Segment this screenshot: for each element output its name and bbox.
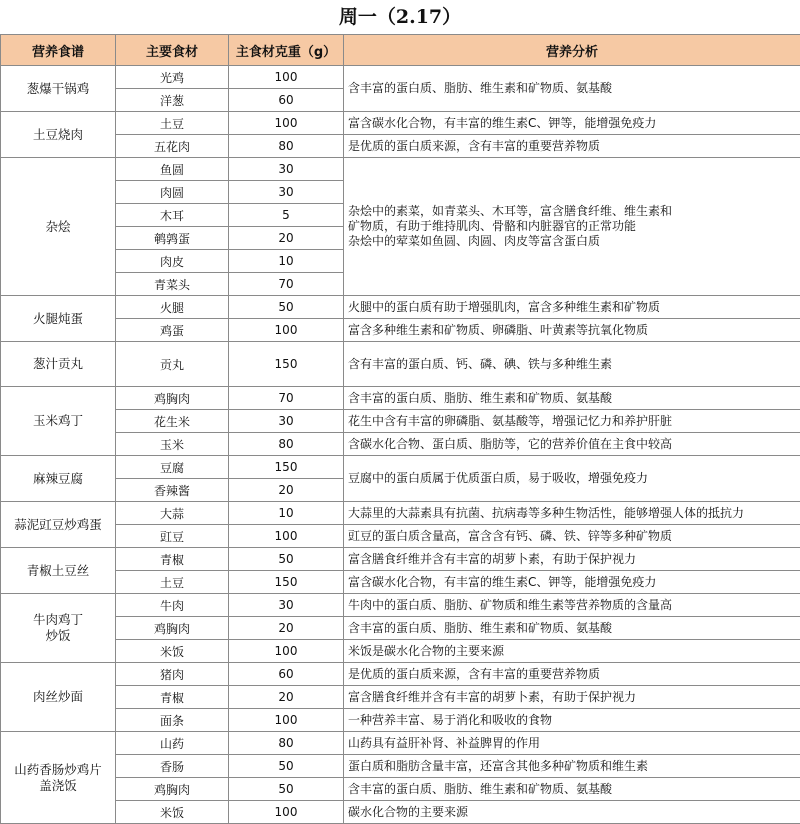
analysis-cell [344, 158, 800, 296]
table-row [1, 296, 800, 319]
weight-cell: 70 [229, 273, 344, 296]
ingredient-cell: 牛肉 [116, 594, 229, 617]
dish-name-line: 盖浇饭 [3, 778, 113, 794]
dish-name-cell: 玉米鸡丁 [1, 387, 116, 456]
ingredient-cell: 青椒 [116, 548, 229, 571]
table-row [1, 135, 800, 158]
table-row [1, 755, 800, 778]
weight-cell: 10 [229, 250, 344, 273]
table-row [1, 548, 800, 571]
ingredient-cell: 花生米 [116, 410, 229, 433]
header-analysis: 营养分析 [344, 35, 800, 66]
dish-name-line: 山药香肠炒鸡片 [3, 762, 113, 778]
weight-cell: 70 [229, 387, 344, 410]
weight-cell: 5 [229, 204, 344, 227]
table-row [1, 801, 800, 824]
dish-name-cell: 麻辣豆腐 [1, 456, 116, 502]
weight-cell: 60 [229, 89, 344, 112]
weight-cell: 100 [229, 525, 344, 548]
weight-cell: 30 [229, 181, 344, 204]
dish-name-cell: 青椒土豆丝 [1, 548, 116, 594]
analysis-cell: 富含膳食纤维并含有丰富的胡萝卜素，有助于保护视力 [344, 686, 800, 709]
table-row [1, 571, 800, 594]
weight-cell: 150 [229, 342, 344, 387]
analysis-cell: 含丰富的蛋白质、脂肪、维生素和矿物质、氨基酸 [344, 778, 800, 801]
analysis-cell [344, 456, 800, 502]
analysis-cell: 富含膳食纤维并含有丰富的胡萝卜素，有助于保护视力 [344, 548, 800, 571]
analysis-line: 杂烩中的荤菜如鱼圆、肉圆、肉皮等富含蛋白质 [348, 234, 800, 249]
table-row [1, 112, 800, 135]
ingredient-cell: 光鸡 [116, 66, 229, 89]
table-row [1, 778, 800, 801]
weight-cell: 50 [229, 778, 344, 801]
analysis-cell: 富含多种维生素和矿物质、卵磷脂、叶黄素等抗氧化物质 [344, 319, 800, 342]
weight-cell: 20 [229, 227, 344, 250]
ingredient-cell: 玉米 [116, 433, 229, 456]
weight-cell: 60 [229, 663, 344, 686]
ingredient-cell: 米饭 [116, 801, 229, 824]
analysis-cell: 含有丰富的蛋白质、钙、磷、碘、铁与多种维生素 [344, 342, 800, 387]
table-row [1, 410, 800, 433]
analysis-line: 杂烩中的素菜，如青菜头、木耳等，富含膳食纤维、维生素和 [348, 204, 800, 219]
weight-cell: 150 [229, 456, 344, 479]
weight-cell: 30 [229, 410, 344, 433]
analysis-cell: 火腿中的蛋白质有助于增强肌肉，富含多种维生素和矿物质 [344, 296, 800, 319]
ingredient-cell: 大蒜 [116, 502, 229, 525]
table-row [1, 387, 800, 410]
header-ingredient: 主要食材 [116, 35, 229, 66]
table-row [1, 594, 800, 617]
weight-cell: 100 [229, 319, 344, 342]
ingredient-cell: 肉圆 [116, 181, 229, 204]
header-dish: 营养食谱 [1, 35, 116, 66]
table-row [1, 663, 800, 686]
weight-cell: 50 [229, 296, 344, 319]
analysis-line: 豆腐中的蛋白质属于优质蛋白质，易于吸收，增强免疫力 [348, 471, 800, 486]
table-row [1, 158, 800, 181]
page-title: 周一（2.17） [0, 0, 800, 34]
table-body [1, 66, 800, 824]
dish-name-cell: 葱爆干锅鸡 [1, 66, 116, 112]
ingredient-cell: 肉皮 [116, 250, 229, 273]
weight-cell: 20 [229, 479, 344, 502]
ingredient-cell: 鸡胸肉 [116, 387, 229, 410]
header-weight: 主食材克重（g） [229, 35, 344, 66]
analysis-cell: 蛋白质和脂肪含量丰富，还富含其他多种矿物质和维生素 [344, 755, 800, 778]
analysis-cell: 豇豆的蛋白质含量高，富含含有钙、磷、铁、锌等多种矿物质 [344, 525, 800, 548]
weight-cell: 50 [229, 755, 344, 778]
analysis-cell: 牛肉中的蛋白质、脂肪、矿物质和维生素等营养物质的含量高 [344, 594, 800, 617]
table-row [1, 502, 800, 525]
weight-cell: 80 [229, 135, 344, 158]
ingredient-cell: 青椒 [116, 686, 229, 709]
analysis-cell: 含丰富的蛋白质、脂肪、维生素和矿物质、氨基酸 [344, 617, 800, 640]
ingredient-cell: 洋葱 [116, 89, 229, 112]
table-row [1, 433, 800, 456]
ingredient-cell: 面条 [116, 709, 229, 732]
table-row [1, 342, 800, 387]
weight-cell: 30 [229, 594, 344, 617]
weight-cell: 80 [229, 732, 344, 755]
dish-name-cell: 肉丝炒面 [1, 663, 116, 732]
ingredient-cell: 猪肉 [116, 663, 229, 686]
ingredient-cell: 山药 [116, 732, 229, 755]
analysis-cell: 是优质的蛋白质来源，含有丰富的重要营养物质 [344, 663, 800, 686]
ingredient-cell: 米饭 [116, 640, 229, 663]
analysis-cell: 含碳水化合物、蛋白质、脂肪等，它的营养价值在主食中较高 [344, 433, 800, 456]
weight-cell: 100 [229, 709, 344, 732]
dish-name-cell: 土豆烧肉 [1, 112, 116, 158]
ingredient-cell: 豇豆 [116, 525, 229, 548]
weight-cell: 100 [229, 801, 344, 824]
analysis-cell: 碳水化合物的主要来源 [344, 801, 800, 824]
weight-cell: 100 [229, 66, 344, 89]
dish-name-cell [1, 594, 116, 663]
dish-name-line: 牛肉鸡丁 [3, 612, 113, 628]
table-header-row [1, 35, 800, 66]
ingredient-cell: 贡丸 [116, 342, 229, 387]
weight-cell: 10 [229, 502, 344, 525]
analysis-cell: 是优质的蛋白质来源，含有丰富的重要营养物质 [344, 135, 800, 158]
dish-name-line: 炒饭 [3, 628, 113, 644]
ingredient-cell: 木耳 [116, 204, 229, 227]
dish-name-cell: 葱汁贡丸 [1, 342, 116, 387]
analysis-cell: 一种营养丰富、易于消化和吸收的食物 [344, 709, 800, 732]
weight-cell: 20 [229, 686, 344, 709]
weight-cell: 20 [229, 617, 344, 640]
table-row [1, 456, 800, 479]
ingredient-cell: 鱼圆 [116, 158, 229, 181]
weight-cell: 100 [229, 112, 344, 135]
ingredient-cell: 鸡胸肉 [116, 778, 229, 801]
weight-cell: 100 [229, 640, 344, 663]
ingredient-cell: 青菜头 [116, 273, 229, 296]
analysis-cell: 米饭是碳水化合物的主要来源 [344, 640, 800, 663]
dish-name-cell: 杂烩 [1, 158, 116, 296]
table-row [1, 617, 800, 640]
ingredient-cell: 香肠 [116, 755, 229, 778]
analysis-cell: 富含碳水化合物，有丰富的维生素C、钾等，能增强免疫力 [344, 571, 800, 594]
ingredient-cell: 豆腐 [116, 456, 229, 479]
analysis-cell: 大蒜里的大蒜素具有抗菌、抗病毒等多种生物活性，能够增强人体的抵抗力 [344, 502, 800, 525]
analysis-cell: 山药具有益肝补肾、补益脾胃的作用 [344, 732, 800, 755]
table-row [1, 319, 800, 342]
weight-cell: 50 [229, 548, 344, 571]
weight-cell: 30 [229, 158, 344, 181]
table-row [1, 709, 800, 732]
nutrition-table [0, 34, 800, 824]
table-row [1, 732, 800, 755]
table-row [1, 66, 800, 89]
analysis-cell: 花生中含有丰富的卵磷脂、氨基酸等，增强记忆力和养护肝脏 [344, 410, 800, 433]
ingredient-cell: 土豆 [116, 112, 229, 135]
weight-cell: 150 [229, 571, 344, 594]
ingredient-cell: 香辣酱 [116, 479, 229, 502]
table-row [1, 640, 800, 663]
ingredient-cell: 鸡胸肉 [116, 617, 229, 640]
analysis-cell: 富含碳水化合物，有丰富的维生素C、钾等，能增强免疫力 [344, 112, 800, 135]
dish-name-cell: 蒜泥豇豆炒鸡蛋 [1, 502, 116, 548]
dish-name-cell: 火腿炖蛋 [1, 296, 116, 342]
analysis-cell: 含丰富的蛋白质、脂肪、维生素和矿物质、氨基酸 [344, 387, 800, 410]
analysis-line: 含丰富的蛋白质、脂肪、维生素和矿物质、氨基酸 [348, 81, 800, 96]
weight-cell: 80 [229, 433, 344, 456]
ingredient-cell: 土豆 [116, 571, 229, 594]
table-row [1, 525, 800, 548]
ingredient-cell: 五花肉 [116, 135, 229, 158]
dish-name-cell [1, 732, 116, 824]
ingredient-cell: 火腿 [116, 296, 229, 319]
table-row [1, 686, 800, 709]
analysis-cell [344, 66, 800, 112]
ingredient-cell: 鹌鹑蛋 [116, 227, 229, 250]
analysis-line: 矿物质，有助于维持肌肉、骨骼和内脏器官的正常功能 [348, 219, 800, 234]
ingredient-cell: 鸡蛋 [116, 319, 229, 342]
